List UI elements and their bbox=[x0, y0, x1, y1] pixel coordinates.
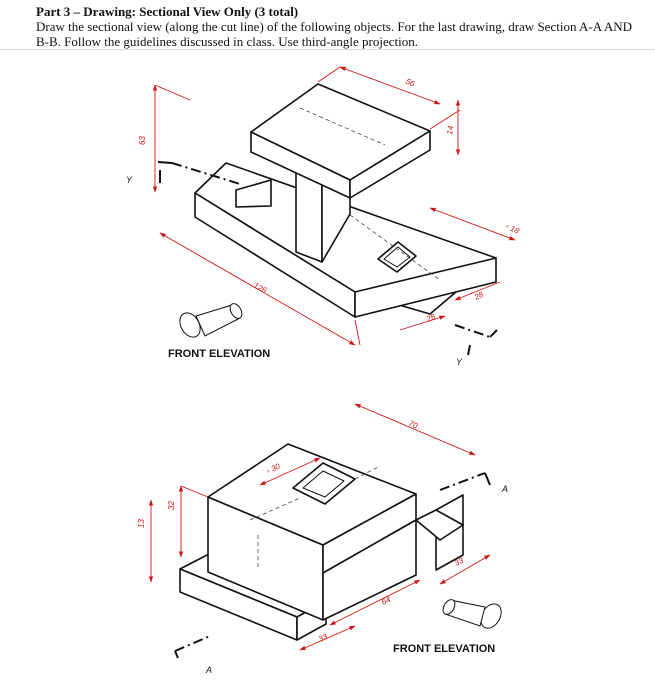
d2-dim-30: ▫ 30 bbox=[265, 461, 282, 476]
d1-dim-56: 56 bbox=[404, 76, 417, 89]
assignment-title: Part 3 – Drawing: Sectional View Only (3 total) bbox=[36, 4, 299, 19]
d2-view-direction-icon bbox=[441, 598, 506, 632]
d2-dim-33a: 33 bbox=[453, 555, 465, 568]
d1-dim-28a: 28 bbox=[425, 311, 437, 324]
d1-dim-63: 63 bbox=[138, 136, 147, 145]
d2-dim-64: 64 bbox=[380, 594, 392, 607]
d2-caption: FRONT ELEVATION bbox=[393, 643, 496, 655]
d2-dim-70: 70 bbox=[407, 418, 420, 431]
d1-dim-126: 126 bbox=[252, 280, 269, 296]
drawing-2-isometric-object bbox=[180, 444, 463, 640]
d1-dim-28b: 28 bbox=[473, 289, 485, 302]
d1-caption: FRONT ELEVATION bbox=[168, 348, 271, 360]
d2-cut-label-top: A bbox=[502, 484, 509, 494]
d1-dim-18: ▫ 18 bbox=[504, 221, 521, 236]
d1-dim-14: 14 bbox=[445, 125, 456, 136]
assignment-instructions: Draw the sectional view (along the cut line) of the following objects. For the last drawing, draw Section A-A AND B-B. Follow the guidelines discussed in class. Use third-angle projection. bbox=[36, 19, 633, 49]
d1-view-direction-icon bbox=[176, 302, 245, 341]
d2-dim-33b: 33 bbox=[317, 631, 329, 644]
d1-cut-label-right: Y bbox=[456, 357, 463, 367]
d2-dim-32: 32 bbox=[167, 501, 176, 510]
drawing-1-isometric-object bbox=[195, 84, 496, 317]
d2-cut-label-bottom: A bbox=[206, 665, 213, 675]
d2-dim-13: 13 bbox=[137, 519, 146, 528]
d1-cut-label-left: Y bbox=[126, 175, 133, 185]
